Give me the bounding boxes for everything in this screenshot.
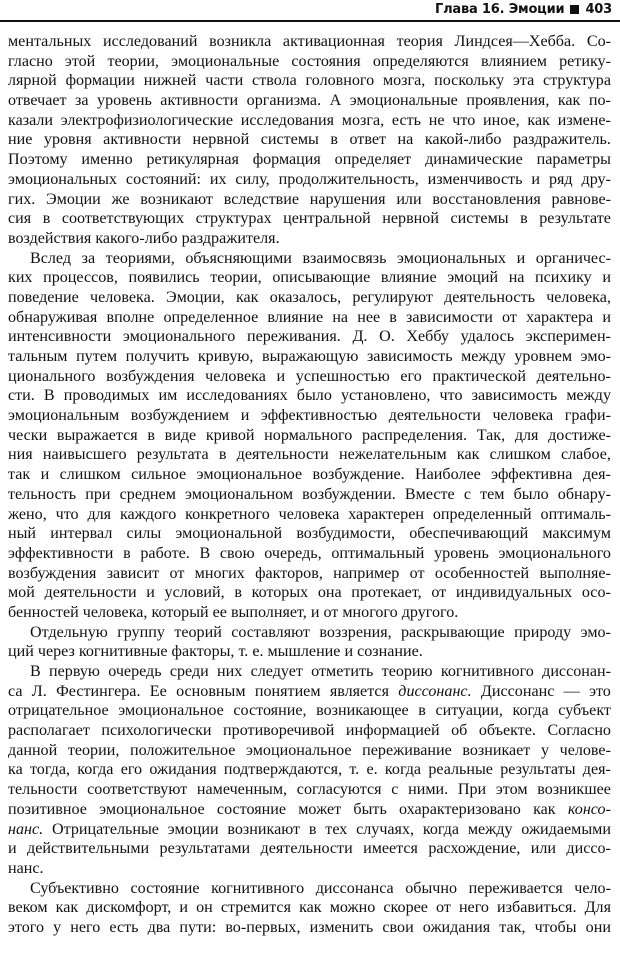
text-line: нанс. Отрицательные эмоции возникают в тех случаях, когда между ожидаемыми <box>8 820 611 838</box>
text-line: са Л. Фестингера. Ее основным понятием является диссонанс. Диссонанс — это <box>8 682 611 700</box>
text-line: нанс. <box>8 859 44 877</box>
text-line: так и слишком сильное эмоциональное возбуждение. Наиболее эффективна дея- <box>8 466 611 484</box>
text-line: тельность при среднем эмоциональном возбуждении. Вместе с тем было обнару- <box>8 485 611 503</box>
text-line: чески выражается в виде кривой нормального распределения. Так, для достиже- <box>8 426 611 444</box>
text-line: Отдельную группу теорий составляют воззрения, раскрывающие природу эмо- <box>30 623 611 641</box>
body-text <box>8 32 611 938</box>
running-head-text <box>435 2 612 17</box>
text-line: Субъективно состояние когнитивного диссонанса обычно переживается чело- <box>30 879 611 897</box>
text-line: веком как дискомфорт, и он стремится как можно скорее от него избавиться. Для <box>8 899 611 917</box>
text-line: располагает психологически противоречивой информацией об объекте. Согласно <box>8 722 611 740</box>
text-line: ционального возбуждения человека и успешностью его практической деятельно- <box>8 367 611 385</box>
text-line: эмоциональных состояний: их силу, продолжительность, изменчивость и ряд дру- <box>8 170 611 188</box>
chapter-title: Глава 16. Эмоции <box>435 2 565 17</box>
text-line: лярной формации нижней части ствола головного мозга, поскольку эта структура <box>8 72 611 90</box>
text-line: и действительными результатами деятельности имеется расхождение, или диссо- <box>8 840 611 858</box>
text-line: отвечает за уровень активности организма. А эмоциональные проявления, как по- <box>8 92 611 110</box>
text-line: возбуждения зависит от многих факторов, например от особенностей выполняе- <box>8 564 611 582</box>
square-marker-icon <box>570 5 579 14</box>
text-line: ный интервал силы эмоциональной возбудимости, обеспечивающий максимум <box>8 525 611 543</box>
text-line: ментальных исследований возникла активационная теория Линдсея—Хебба. Со- <box>8 33 611 50</box>
text-line: сия в соответствующих структурах центральной нервной системы в результате <box>8 210 611 228</box>
text-line: поведение человека. Эмоции, как оказалось, регулируют деятельность человека, <box>8 288 611 306</box>
text-line: позитивное эмоциональное состояние может быть охарактеризовано как консо- <box>8 800 611 818</box>
text-line: мой деятельности и условий, в которых она протекает, от индивидуальных осо- <box>8 584 611 602</box>
text-line: обнаруживая вполне определенное влияние на нее в зависимости от характера и <box>8 308 611 326</box>
text-line: ких процессов, появились теории, описывающие влияние эмоций на психику и <box>8 269 611 287</box>
page-number: 403 <box>585 2 612 17</box>
text-line: эмоциональным возбуждением и эффективностью деятельности человека графи- <box>8 407 611 425</box>
text-line: тельности соответствуют намеченным, согласуются с ними. При этом возникшее <box>8 781 611 799</box>
header-rule <box>0 20 620 22</box>
text-line: эффективности в работе. В свою очередь, оптимальный уровень эмоционального <box>8 544 611 562</box>
text-line: сти. В проводимых им исследованиях было установлено, что зависимость между <box>8 387 611 405</box>
running-head <box>0 0 620 22</box>
text-line: воздействия какого-либо раздражителя. <box>8 229 280 247</box>
text-line: гих. Эмоции же возникают вследствие нарушения или восстановления равнове- <box>8 190 611 208</box>
text-line: жено, что для каждого конкретного человека характерен определенный оптималь- <box>8 505 611 523</box>
text-line: В первую очередь среди них следует отметить теорию когнитивного диссонан- <box>30 663 611 680</box>
text-line: Поэтому именно ретикулярная формация определяет динамические параметры <box>8 151 611 169</box>
text-line: ние уровня активности нервной системы в ответ на какой-либо раздражитель. <box>8 131 611 149</box>
text-line: ций через когнитивные факторы, т. е. мышление и сознание. <box>8 643 423 661</box>
text-line: бенностей человека, который ее выполняет, и от многого другого. <box>8 603 459 621</box>
text-line: ка тогда, когда его ожидания подтверждаются, т. е. когда реальные результаты дея- <box>8 761 611 779</box>
text-line: тальным путем получить кривую, выражающую зависимость между уровнем эмо- <box>8 348 611 365</box>
text-line: Вслед за теориями, объясняющими взаимосвязь эмоциональных и органичес- <box>30 249 611 267</box>
text-line: гласно этой теории, эмоциональные состояния определяются влиянием ретику- <box>8 52 611 70</box>
text-line: данной теории, положительное эмоциональное переживание возникает у челове- <box>8 741 611 759</box>
text-line: этого у него есть два пути: во-первых, изменить свои ожидания так, чтобы они <box>8 918 611 936</box>
text-line: интенсивности эмоционального переживания. Д. О. Хеббу удалось эксперимен- <box>8 328 611 346</box>
text-line: казали электрофизиологические исследования мозга, есть не что иное, как измене- <box>8 111 611 129</box>
text-line: ния наивысшего результата в деятельности нежелательным как слишком слабое, <box>8 446 611 464</box>
text-line: отрицательное эмоциональное состояние, возникающее в ситуации, когда субъект <box>8 702 611 720</box>
